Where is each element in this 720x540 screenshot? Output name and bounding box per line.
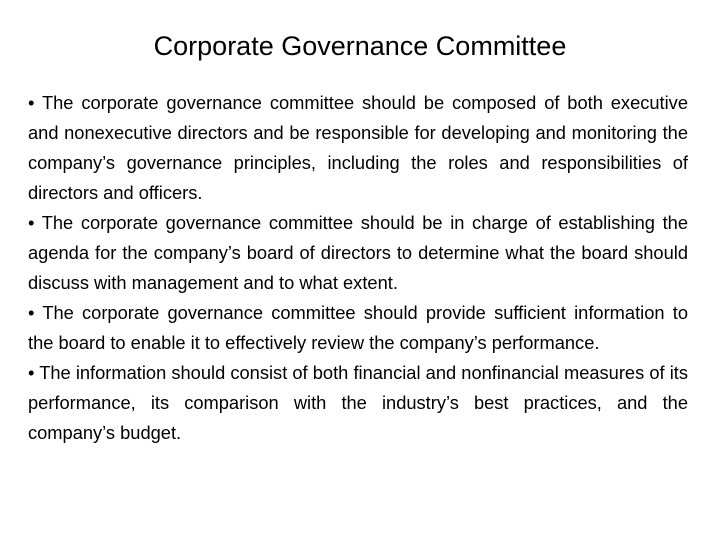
slide-title: Corporate Governance Committee (153, 31, 567, 61)
bullet-text: The corporate governance committee should be composed of both executive and nonexecutive directors and be responsible for developing and monitoring the company’s governance principles, including the roles and responsibilities of directors and officers. (28, 92, 688, 203)
bullet-item (28, 298, 688, 358)
bullet-list (28, 88, 688, 448)
bullet-text: The corporate governance committee should be in charge of establishing the agenda for the company’s board of directors to determine what the board should discuss with management and to what extent. (28, 212, 689, 293)
bullet-marker: • (28, 92, 35, 113)
bullet-text: The corporate governance committee should provide sufficient information to the board to enable it to effectively review the company’s performance. (28, 302, 689, 353)
bullet-marker: • (28, 212, 35, 233)
bullet-marker: • (28, 302, 35, 323)
bullet-text: The information should consist of both financial and nonfinancial measures of its performance, its comparison with the industry’s best practices, and the company’s budget. (28, 362, 689, 443)
bullet-item (28, 208, 688, 298)
bullet-item (28, 88, 688, 208)
bullet-item (28, 358, 688, 448)
bullet-marker: • (28, 362, 35, 383)
